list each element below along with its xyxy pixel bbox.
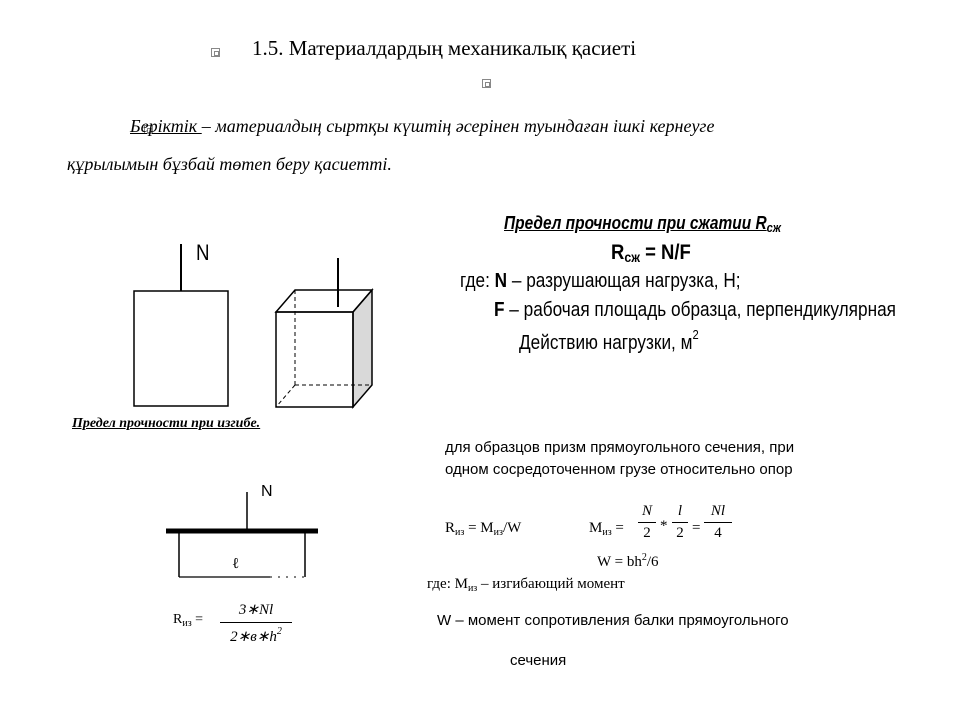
specimen-cube [276,258,372,407]
lf-r: R [173,612,183,627]
w-formula [597,554,659,571]
load-label-compression: N [196,240,210,265]
legend-m-rest: – изгибающий момент [477,576,625,592]
legend-m-pre: где: M [427,576,468,592]
mf-m: M [589,520,603,536]
lf-eq: = [191,612,204,627]
definition-line-2: құрылымын бұзбай төтеп беру қасиетті. [67,154,392,174]
w-formula-rest: /6 [646,554,659,570]
lf-r-sub: из [182,618,192,629]
lf-den [220,622,292,646]
specimen-square [134,244,228,406]
load-label-bending: N [261,483,273,500]
rf-eq: = M [464,520,494,536]
w-formula-sup: 2 [641,552,647,563]
definition-text: – материалдың сыртқы күштің әсерінен туындаған ішкі кернеуге [201,116,715,136]
w-formula-base: W = bh [597,554,642,570]
compression-formula [611,241,691,265]
mf-f2-num: l [677,503,683,519]
bending-para-2: одном сосредоточенном грузе относительно опор [445,461,793,478]
legend-units-sup: 2 [692,327,699,342]
beam-diagram [160,490,330,590]
mf-f2-den: 2 [672,522,688,542]
compression-legend-2 [494,299,896,322]
mf-f3-den: 4 [704,522,732,542]
legend-n: N [494,270,508,292]
bending-heading: Предел прочности при изгибе. [72,416,261,431]
page-title: 1.5. Материалдардың механикалық қасиеті [252,36,637,60]
rf-m-sub: из [493,527,503,538]
bending-para-1: для образцов призм прямоугольного сечения, при [445,439,795,456]
rf-r: R [445,520,456,536]
legend-w: W – момент сопротивления балки прямоугольного [437,612,789,629]
legend-where: где: [460,270,495,292]
mf-f3-num: Nl [710,503,726,519]
legend-n-text: – разрушающая нагрузка, Н; [507,270,741,292]
mf-m-sub: из [602,527,612,538]
mf-eq: = [611,520,624,536]
legend-f: F [494,299,505,321]
compression-diagrams [120,240,390,430]
lf-fraction [220,600,292,646]
bullet-icon [482,79,491,88]
formula-r-sub: сж [624,249,640,265]
rf-rest: /W [502,520,522,536]
legend-units: Действию нагрузки, м [519,332,693,354]
formula-r: R [611,241,625,264]
mf-f2 [672,503,688,542]
compression-legend-3 [519,327,699,355]
mf-f1-den: 2 [638,522,656,542]
lf-den-a: 2∗в∗h [230,629,277,645]
rf-r-sub: из [455,527,465,538]
definition-line-1 [130,116,714,137]
mf-f3 [704,503,732,542]
compression-heading-sub: сж [766,220,781,235]
compression-legend-1 [460,270,741,293]
span-label: ℓ [232,556,240,572]
bullet-icon [211,48,220,57]
mf-eq2: = [692,520,701,536]
definition-term: Беріктік [130,116,202,136]
r-bending-formula [445,520,521,538]
lf-num: 3∗Nl [238,602,274,618]
legend-m-sub: из [467,583,478,594]
mf-f1-num: N [641,503,652,519]
mf-times: * [660,518,668,534]
legend-moment [427,576,625,594]
left-formula-lhs [173,612,203,629]
formula-rest: = N/F [639,241,691,264]
legend-f-text: – рабочая площадь образца, перпендикулярная [504,299,896,321]
compression-heading [504,213,781,235]
legend-w-2: сечения [510,652,567,669]
mf-f1 [638,503,656,542]
m-formula-lhs [589,520,624,538]
compression-heading-text: Предел прочности при сжатии R [504,213,767,233]
lf-den-sup: 2 [276,626,282,637]
